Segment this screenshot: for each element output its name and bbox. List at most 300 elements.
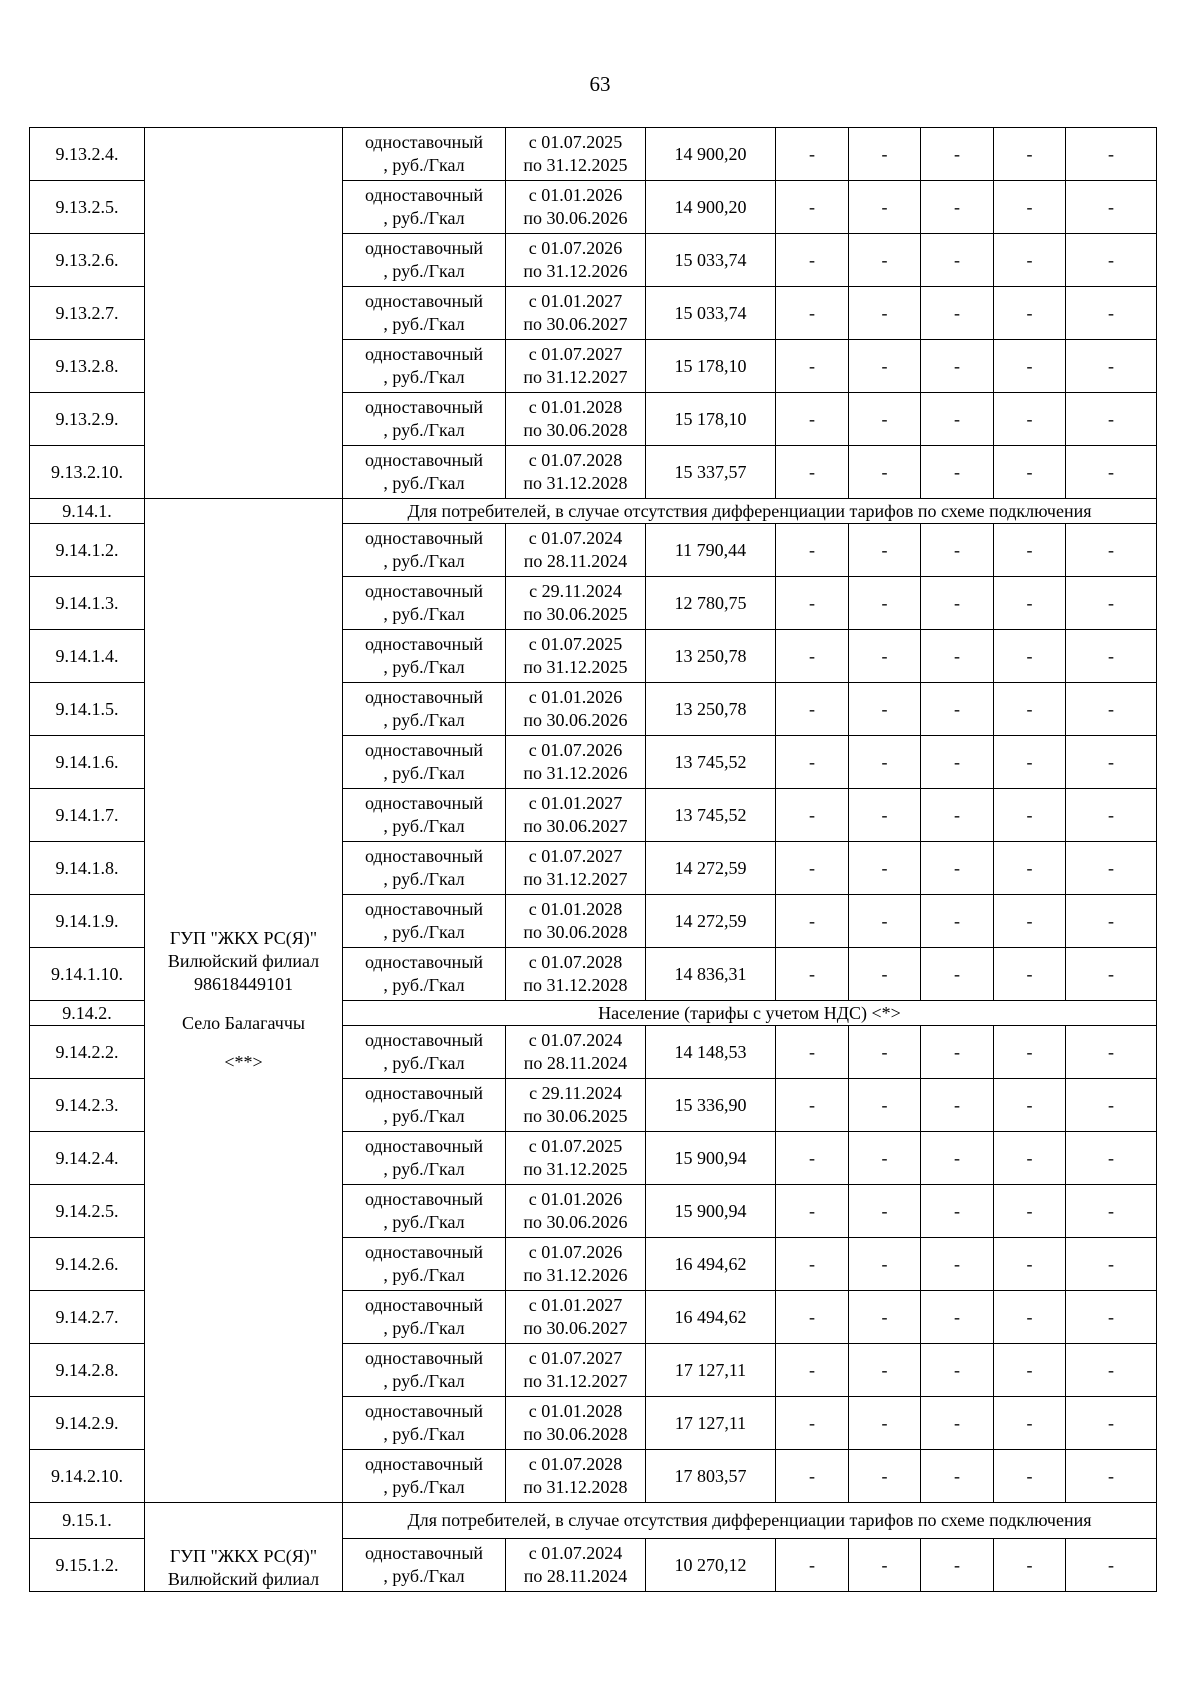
dash-cell: - [994, 1079, 1066, 1132]
dash-cell: - [921, 287, 994, 340]
rate-type-line: одноставочный [364, 344, 484, 364]
period-start: с 01.07.2026 [528, 1242, 623, 1262]
rate-type-cell [343, 340, 506, 393]
dash-cell: - [776, 1344, 849, 1397]
rate-type-cell [343, 842, 506, 895]
dash-cell: - [776, 736, 849, 789]
dash-cell: - [849, 736, 921, 789]
period-end: по 28.11.2024 [523, 1566, 628, 1586]
rate-unit-line: , руб./Гкал [383, 1371, 465, 1391]
period-end: по 30.06.2028 [523, 420, 628, 440]
row-code: 9.13.2.10. [30, 446, 145, 499]
rate-unit-line: , руб./Гкал [383, 1212, 465, 1232]
dash-cell: - [1066, 1238, 1157, 1291]
tariff-value: 17 803,57 [646, 1450, 776, 1503]
rate-type-cell [343, 1079, 506, 1132]
period-cell [506, 446, 646, 499]
rate-type-cell [343, 1344, 506, 1397]
dash-cell: - [921, 1397, 994, 1450]
row-code: 9.13.2.9. [30, 393, 145, 446]
row-code: 9.14.2.3. [30, 1079, 145, 1132]
period-start: с 01.01.2026 [528, 185, 623, 205]
dash-cell: - [1066, 1026, 1157, 1079]
rate-unit-line: , руб./Гкал [383, 1424, 465, 1444]
dash-cell: - [776, 842, 849, 895]
dash-cell: - [994, 446, 1066, 499]
rate-type-line: одноставочный [364, 238, 484, 258]
dash-cell: - [776, 1291, 849, 1344]
dash-cell: - [1066, 1450, 1157, 1503]
dash-cell: - [1066, 948, 1157, 1001]
period-end: по 31.12.2027 [523, 869, 628, 889]
row-code: 9.14.2.5. [30, 1185, 145, 1238]
org-line1: ГУП "ЖКХ РС(Я)" [169, 928, 318, 948]
rate-unit-line: , руб./Гкал [383, 551, 465, 571]
row-code: 9.14.1.9. [30, 895, 145, 948]
row-code: 9.13.2.5. [30, 181, 145, 234]
dash-cell: - [921, 1539, 994, 1592]
tariff-value: 13 250,78 [646, 630, 776, 683]
row-code: 9.14.1.7. [30, 789, 145, 842]
dash-cell: - [776, 1397, 849, 1450]
tariff-value: 13 745,52 [646, 789, 776, 842]
dash-cell: - [776, 630, 849, 683]
period-start: с 01.07.2027 [528, 344, 623, 364]
period-end: по 31.12.2026 [523, 763, 628, 783]
period-cell [506, 1291, 646, 1344]
period-start: с 01.07.2024 [528, 1543, 623, 1563]
dash-cell: - [994, 1026, 1066, 1079]
rate-type-line: одноставочный [364, 528, 484, 548]
dash-cell: - [1066, 234, 1157, 287]
dash-cell: - [776, 1185, 849, 1238]
dash-cell: - [776, 948, 849, 1001]
dash-cell: - [994, 1185, 1066, 1238]
row-code: 9.13.2.7. [30, 287, 145, 340]
rate-unit-line: , руб./Гкал [383, 1159, 465, 1179]
tariff-value: 10 270,12 [646, 1539, 776, 1592]
period-cell [506, 393, 646, 446]
dash-cell: - [921, 1079, 994, 1132]
rate-type-line: одноставочный [364, 793, 484, 813]
dash-cell: - [921, 1344, 994, 1397]
dash-cell: - [1066, 1291, 1157, 1344]
dash-cell: - [849, 446, 921, 499]
dash-cell: - [921, 1132, 994, 1185]
dash-cell: - [776, 1026, 849, 1079]
period-cell [506, 736, 646, 789]
organization-cell-9-14 [145, 499, 343, 1503]
row-code: 9.14.2.7. [30, 1291, 145, 1344]
dash-cell: - [994, 948, 1066, 1001]
period-end: по 30.06.2026 [523, 208, 628, 228]
tariff-value: 16 494,62 [646, 1291, 776, 1344]
row-code: 9.13.2.4. [30, 128, 145, 181]
dash-cell: - [1066, 736, 1157, 789]
period-cell [506, 1539, 646, 1592]
dash-cell: - [921, 789, 994, 842]
dash-cell: - [921, 393, 994, 446]
dash-cell: - [921, 1026, 994, 1079]
dash-cell: - [849, 234, 921, 287]
rate-unit-line: , руб./Гкал [383, 1265, 465, 1285]
rate-unit-line: , руб./Гкал [383, 922, 465, 942]
tariff-value: 14 272,59 [646, 895, 776, 948]
rate-unit-line: , руб./Гкал [383, 604, 465, 624]
dash-cell: - [921, 630, 994, 683]
dash-cell: - [776, 287, 849, 340]
org-line2: Вилюйский филиал [167, 951, 320, 971]
dash-cell: - [994, 1291, 1066, 1344]
dash-cell: - [921, 1450, 994, 1503]
row-code: 9.14.1.10. [30, 948, 145, 1001]
section-code: 9.14.1. [30, 499, 145, 524]
dash-cell: - [849, 1185, 921, 1238]
tariff-value: 15 178,10 [646, 393, 776, 446]
tariff-value: 15 033,74 [646, 287, 776, 340]
spacer [145, 1035, 342, 1051]
dash-cell: - [849, 683, 921, 736]
dash-cell: - [776, 393, 849, 446]
dash-cell: - [921, 1238, 994, 1291]
period-cell [506, 630, 646, 683]
tariff-value: 17 127,11 [646, 1397, 776, 1450]
rate-type-line: одноставочный [364, 397, 484, 417]
rate-type-line: одноставочный [364, 846, 484, 866]
period-end: по 31.12.2025 [523, 1159, 628, 1179]
period-end: по 31.12.2025 [523, 155, 628, 175]
period-end: по 31.12.2027 [523, 1371, 628, 1391]
tariff-value: 17 127,11 [646, 1344, 776, 1397]
row-code: 9.14.1.6. [30, 736, 145, 789]
period-start: с 01.01.2026 [528, 687, 623, 707]
rate-type-line: одноставочный [364, 185, 484, 205]
tariff-table-body [30, 128, 1157, 1592]
period-start: с 01.01.2027 [528, 291, 623, 311]
dash-cell: - [776, 128, 849, 181]
rate-type-cell [343, 181, 506, 234]
period-cell [506, 683, 646, 736]
dash-cell: - [921, 895, 994, 948]
tariff-value: 15 337,57 [646, 446, 776, 499]
org-line3: 98618449101 [194, 974, 293, 994]
period-start: с 01.07.2025 [528, 1136, 623, 1156]
dash-cell: - [849, 181, 921, 234]
rate-unit-line: , руб./Гкал [383, 710, 465, 730]
dash-cell: - [776, 895, 849, 948]
period-start: с 01.07.2025 [528, 132, 623, 152]
dash-cell: - [1066, 287, 1157, 340]
period-start: с 01.07.2025 [528, 634, 623, 654]
dash-cell: - [994, 1344, 1066, 1397]
dash-cell: - [1066, 789, 1157, 842]
period-start: с 01.07.2026 [528, 238, 623, 258]
tariff-value: 15 900,94 [646, 1132, 776, 1185]
dash-cell: - [776, 524, 849, 577]
tariff-value: 11 790,44 [646, 524, 776, 577]
rate-type-line: одноставочный [364, 1136, 484, 1156]
period-cell [506, 1344, 646, 1397]
period-start: с 29.11.2024 [529, 581, 622, 601]
dash-cell: - [849, 1291, 921, 1344]
dash-cell: - [1066, 577, 1157, 630]
period-end: по 31.12.2028 [523, 1477, 628, 1497]
period-end: по 30.06.2027 [523, 816, 628, 836]
dash-cell: - [921, 577, 994, 630]
period-cell [506, 1079, 646, 1132]
dash-cell: - [1066, 1397, 1157, 1450]
dash-cell: - [994, 1397, 1066, 1450]
rate-type-line: одноставочный [364, 1030, 484, 1050]
dash-cell: - [776, 683, 849, 736]
period-start: с 01.07.2026 [528, 740, 623, 760]
period-end: по 31.12.2028 [523, 473, 628, 493]
rate-unit-line: , руб./Гкал [383, 869, 465, 889]
dash-cell: - [921, 446, 994, 499]
dash-cell: - [1066, 1344, 1157, 1397]
dash-cell: - [921, 181, 994, 234]
dash-cell: - [994, 895, 1066, 948]
period-cell [506, 1450, 646, 1503]
rate-type-line: одноставочный [364, 1454, 484, 1474]
period-cell [506, 1238, 646, 1291]
dash-cell: - [921, 1291, 994, 1344]
rate-type-cell [343, 1185, 506, 1238]
row-code: 9.14.2.2. [30, 1026, 145, 1079]
period-end: по 28.11.2024 [523, 1053, 628, 1073]
dash-cell: - [849, 1132, 921, 1185]
rate-unit-line: , руб./Гкал [383, 314, 465, 334]
dash-cell: - [1066, 683, 1157, 736]
dash-cell: - [921, 1185, 994, 1238]
period-end: по 31.12.2025 [523, 657, 628, 677]
dash-cell: - [849, 895, 921, 948]
rate-type-cell [343, 1026, 506, 1079]
period-cell [506, 234, 646, 287]
dash-cell: - [1066, 446, 1157, 499]
dash-cell: - [921, 234, 994, 287]
dash-cell: - [1066, 842, 1157, 895]
rate-type-cell [343, 577, 506, 630]
tariff-value: 16 494,62 [646, 1238, 776, 1291]
dash-cell: - [776, 340, 849, 393]
period-start: с 01.07.2028 [528, 450, 623, 470]
rate-type-line: одноставочный [364, 1543, 484, 1563]
org-line1: ГУП "ЖКХ РС(Я)" [169, 1546, 318, 1566]
dash-cell: - [776, 1238, 849, 1291]
tariff-table [29, 127, 1157, 1592]
dash-cell: - [1066, 630, 1157, 683]
dash-cell: - [776, 234, 849, 287]
period-cell [506, 842, 646, 895]
tariff-value: 14 148,53 [646, 1026, 776, 1079]
rate-unit-line: , руб./Гкал [383, 1477, 465, 1497]
dash-cell: - [849, 842, 921, 895]
period-cell [506, 1397, 646, 1450]
rate-type-line: одноставочный [364, 1348, 484, 1368]
period-end: по 30.06.2027 [523, 314, 628, 334]
dash-cell: - [994, 524, 1066, 577]
tariff-value: 14 836,31 [646, 948, 776, 1001]
dash-cell: - [849, 789, 921, 842]
dash-cell: - [921, 524, 994, 577]
tariff-value: 14 272,59 [646, 842, 776, 895]
rate-type-cell [343, 1397, 506, 1450]
section-header-row [30, 1503, 1157, 1539]
dash-cell: - [776, 446, 849, 499]
section-title: Для потребителей, в случае отсутствия дифференциации тарифов по схеме подключения [343, 499, 1157, 524]
rate-type-line: одноставочный [364, 740, 484, 760]
dash-cell: - [1066, 340, 1157, 393]
dash-cell: - [776, 1450, 849, 1503]
dash-cell: - [994, 1238, 1066, 1291]
rate-unit-line: , руб./Гкал [383, 473, 465, 493]
dash-cell: - [776, 789, 849, 842]
dash-cell: - [776, 1132, 849, 1185]
dash-cell: - [994, 234, 1066, 287]
dash-cell: - [849, 1238, 921, 1291]
dash-cell: - [849, 128, 921, 181]
dash-cell: - [849, 1026, 921, 1079]
period-cell [506, 789, 646, 842]
dash-cell: - [849, 287, 921, 340]
rate-type-cell [343, 234, 506, 287]
dash-cell: - [776, 181, 849, 234]
tariff-value: 15 336,90 [646, 1079, 776, 1132]
tariff-value: 13 250,78 [646, 683, 776, 736]
dash-cell: - [994, 393, 1066, 446]
dash-cell: - [1066, 895, 1157, 948]
section-title: Население (тарифы с учетом НДС) <*> [343, 1001, 1157, 1026]
period-start: с 01.07.2027 [528, 1348, 623, 1368]
rate-type-line: одноставочный [364, 899, 484, 919]
dash-cell: - [776, 1079, 849, 1132]
period-end: по 31.12.2026 [523, 261, 628, 281]
rate-type-line: одноставочный [364, 952, 484, 972]
dash-cell: - [849, 340, 921, 393]
period-end: по 31.12.2026 [523, 1265, 628, 1285]
period-cell [506, 1026, 646, 1079]
dash-cell: - [921, 128, 994, 181]
rate-type-cell [343, 630, 506, 683]
dash-cell: - [994, 287, 1066, 340]
period-end: по 31.12.2027 [523, 367, 628, 387]
section-title: Для потребителей, в случае отсутствия дифференциации тарифов по схеме подключения [343, 1503, 1157, 1539]
row-code: 9.13.2.8. [30, 340, 145, 393]
period-cell [506, 340, 646, 393]
period-end: по 30.06.2026 [523, 1212, 628, 1232]
section-header-row [30, 499, 1157, 524]
period-cell [506, 1185, 646, 1238]
rate-type-cell [343, 1132, 506, 1185]
tariff-value: 12 780,75 [646, 577, 776, 630]
tariff-value: 15 033,74 [646, 234, 776, 287]
period-end: по 28.11.2024 [523, 551, 628, 571]
dash-cell: - [994, 340, 1066, 393]
period-end: по 30.06.2028 [523, 1424, 628, 1444]
rate-unit-line: , руб./Гкал [383, 763, 465, 783]
row-code: 9.15.1.2. [30, 1539, 145, 1592]
period-start: с 01.07.2028 [528, 1454, 623, 1474]
row-code: 9.14.1.2. [30, 524, 145, 577]
rate-unit-line: , руб./Гкал [383, 1566, 465, 1586]
dash-cell: - [994, 1450, 1066, 1503]
rate-unit-line: , руб./Гкал [383, 657, 465, 677]
dash-cell: - [849, 948, 921, 1001]
rate-type-cell [343, 895, 506, 948]
dash-cell: - [994, 736, 1066, 789]
tariff-value: 13 745,52 [646, 736, 776, 789]
rate-unit-line: , руб./Гкал [383, 261, 465, 281]
rate-type-line: одноставочный [364, 1083, 484, 1103]
dash-cell: - [1066, 1079, 1157, 1132]
rate-type-cell [343, 524, 506, 577]
rate-unit-line: , руб./Гкал [383, 420, 465, 440]
dash-cell: - [994, 1132, 1066, 1185]
dash-cell: - [994, 577, 1066, 630]
dash-cell: - [921, 736, 994, 789]
rate-type-line: одноставочный [364, 1401, 484, 1421]
org-line4: Село Балагаччы [181, 1013, 305, 1033]
dash-cell: - [1066, 1539, 1157, 1592]
organization-cell-9-15 [145, 1503, 343, 1592]
dash-cell: - [849, 1450, 921, 1503]
period-end: по 30.06.2027 [523, 1318, 628, 1338]
period-cell [506, 181, 646, 234]
period-end: по 31.12.2028 [523, 975, 628, 995]
row-code: 9.14.1.4. [30, 630, 145, 683]
row-code: 9.14.2.4. [30, 1132, 145, 1185]
dash-cell: - [994, 683, 1066, 736]
rate-unit-line: , руб./Гкал [383, 1106, 465, 1126]
dash-cell: - [776, 1539, 849, 1592]
dash-cell: - [994, 630, 1066, 683]
rate-type-cell [343, 287, 506, 340]
dash-cell: - [994, 789, 1066, 842]
rate-type-line: одноставочный [364, 1295, 484, 1315]
period-start: с 01.07.2027 [528, 846, 623, 866]
dash-cell: - [776, 577, 849, 630]
dash-cell: - [849, 1539, 921, 1592]
dash-cell: - [1066, 1132, 1157, 1185]
rate-type-cell [343, 446, 506, 499]
tariff-value: 14 900,20 [646, 181, 776, 234]
dash-cell: - [1066, 1185, 1157, 1238]
dash-cell: - [921, 683, 994, 736]
rate-type-cell [343, 736, 506, 789]
section-code: 9.15.1. [30, 1503, 145, 1539]
period-start: с 01.01.2027 [528, 793, 623, 813]
rate-unit-line: , руб./Гкал [383, 1318, 465, 1338]
row-code: 9.13.2.6. [30, 234, 145, 287]
dash-cell: - [994, 181, 1066, 234]
rate-type-cell [343, 1450, 506, 1503]
period-start: с 01.01.2027 [528, 1295, 623, 1315]
rate-type-cell [343, 1238, 506, 1291]
dash-cell: - [994, 1539, 1066, 1592]
period-end: по 30.06.2026 [523, 710, 628, 730]
rate-unit-line: , руб./Гкал [383, 1053, 465, 1073]
period-cell [506, 1132, 646, 1185]
dash-cell: - [849, 577, 921, 630]
org-line5: <**> [224, 1052, 263, 1072]
dash-cell: - [1066, 524, 1157, 577]
dash-cell: - [849, 1344, 921, 1397]
rate-type-line: одноставочный [364, 450, 484, 470]
tariff-value: 15 178,10 [646, 340, 776, 393]
dash-cell: - [849, 1397, 921, 1450]
row-code: 9.14.2.6. [30, 1238, 145, 1291]
